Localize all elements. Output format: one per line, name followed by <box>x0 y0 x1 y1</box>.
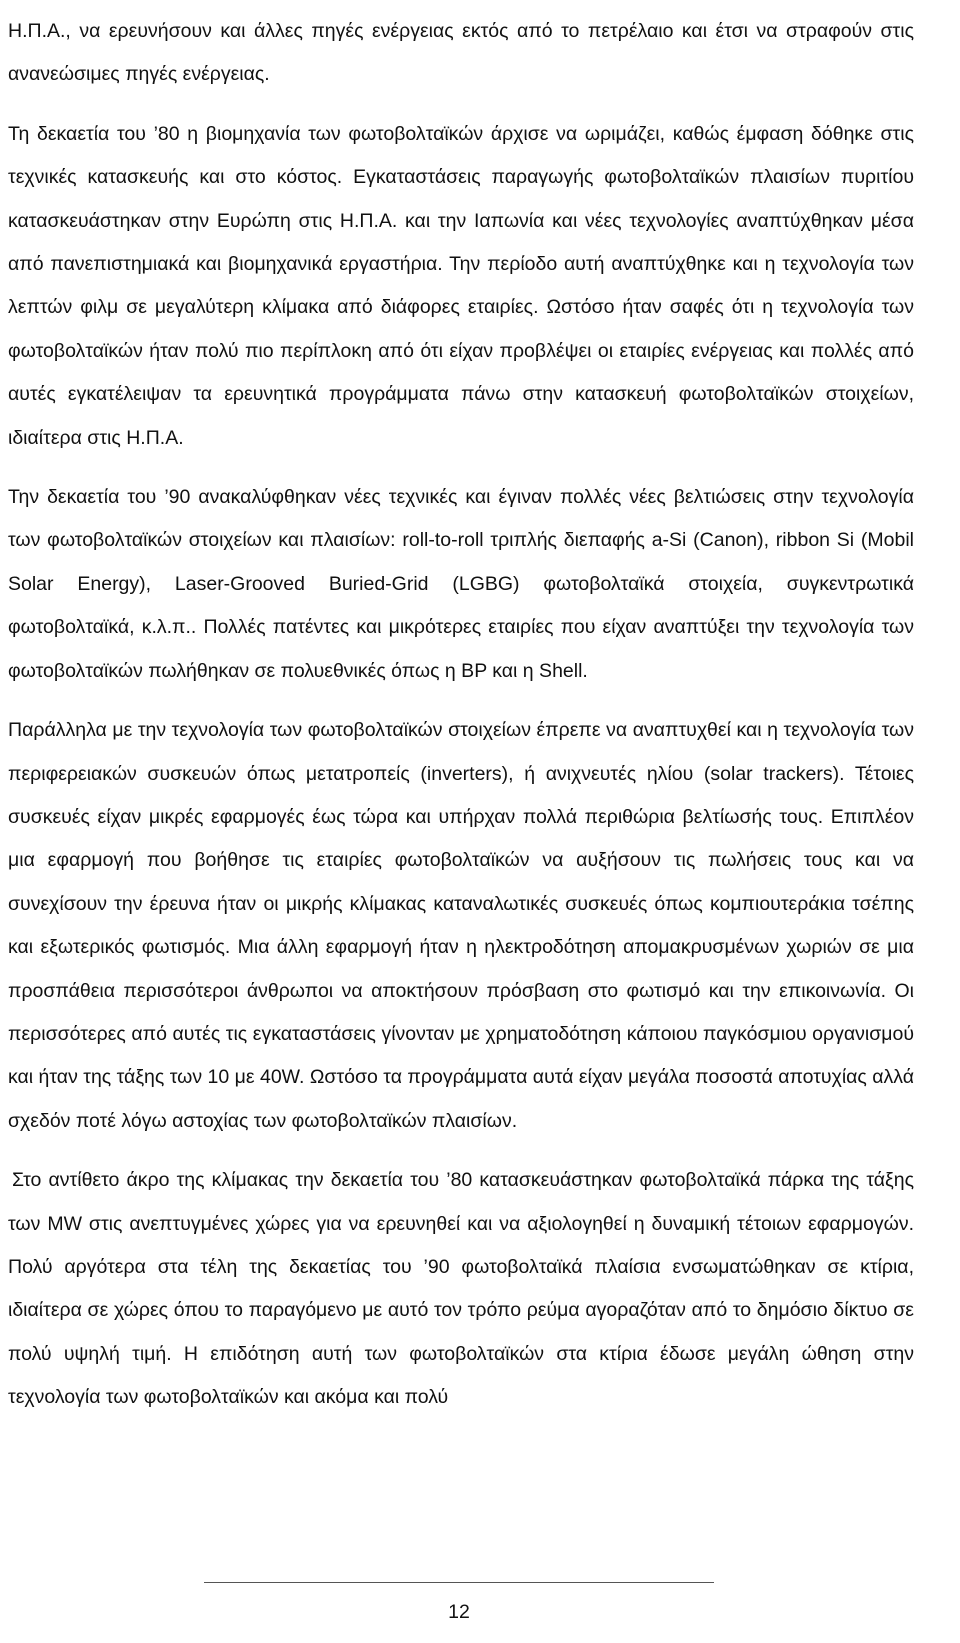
paragraph-5: Στο αντίθετο άκρο της κλίμακας την δεκαετία του ’80 κατασκευάστηκαν φωτοβολταϊκά πάρκα της τάξης των MW στις ανεπτυγμένες χώρες για να ερευνηθεί και να αξιολογηθεί η δυναμική τέτοιων εφαρμογών. Πολύ αργότερα στα τέλη της δεκαετίας του ’90 φωτοβολταϊκά πλαίσια ενσωματώθηκαν σε κτίρια, ιδιαίτερα σε χώρες όπου το παραγόμενο με αυτό τον τρόπο ρεύμα αγοραζόταν από το δημόσιο δίκτυο σε πολύ υψηλή τιμή. Η επιδότηση αυτή των φωτοβολταϊκών στα κτίρια έδωσε μεγάλη ώθηση στην τεχνολογία των φωτοβολταϊκών και ακόμα και πολύ <box>8 1169 914 1409</box>
paragraph-2: Τη δεκαετία του ’80 η βιομηχανία των φωτοβολταϊκών άρχισε να ωριμάζει, καθώς έμφαση δόθηκε στις τεχνικές κατασκευής και στο κόστος. Εγκαταστάσεις παραγωγής φωτοβολταϊκών πλαισίων πυριτίου κατασκευάστηκαν στην Ευρώπη στις Η.Π.Α. και την Ιαπωνία και νέες τεχνολογίες αναπτύχθηκαν μέσα από πανεπιστημιακά και βιομηχανικά εργαστήρια. Την περίοδο αυτή αναπτύχθηκε και η τεχνολογία των λεπτών φιλμ σε μεγαλύτερη κλίμακα από διάφορες εταιρίες. Ωστόσο ήταν σαφές ότι η τεχνολογία των φωτοβολταϊκών ήταν πολύ πιο περίπλοκη από ότι είχαν προβλέψει οι εταιρίες ενέργειας και πολλές από αυτές εγκατέλειψαν τα ερευνητικά προγράμματα πάνω στην κατασκευή φωτοβολταϊκών στοιχείων, ιδιαίτερα στις Η.Π.Α. <box>8 122 914 449</box>
page-number: 12 <box>448 1601 470 1623</box>
paragraph-4: Παράλληλα με την τεχνολογία των φωτοβολταϊκών στοιχείων έπρεπε να αναπτυχθεί και η τεχνολογία των περιφερειακών συσκευών όπως μετατροπείς (inverters), ή ανιχνευτές ηλίου (solar trackers). Τέτοιες συσκευές είχαν μικρές εφαρμογές έως τώρα και υπήρχαν πολλά περιθώρια βελτίωσής τους. Επιπλέον μια εφαρμογή που βοήθησε τις εταιρίες φωτοβολταϊκών να αυξήσουν τις πωλήσεις τους και να συνεχίσουν την έρευνα ήταν οι μικρής κλίμακας καταναλωτικές συσκευές όπως κομπιουτεράκια τσέπης και εξωτερικός φωτισμός. Μια άλλη εφαρμογή ήταν η ηλεκτροδότηση απομακρυσμένων χωριών σε μια προσπάθεια περισσότεροι άνθρωποι να αποκτήσουν πρόσβαση στο φωτισμό και την επικοινωνία. Οι περισσότερες από αυτές τις εγκαταστάσεις γίνονταν με χρηματοδότηση κάποιου παγκόσμιου οργανισμού και ήταν της τάξης των 10 με 40W. Ωστόσο τα προγράμματα αυτά είχαν μεγάλα ποσοστά αποτυχίας αλλά σχεδόν ποτέ λόγω αστοχίας των φωτοβολταϊκών πλαισίων. <box>8 719 914 1132</box>
body-text <box>8 10 914 1420</box>
paragraph-3: Την δεκαετία του ’90 ανακαλύφθηκαν νέες τεχνικές και έγιναν πολλές νέες βελτιώσεις στην τεχνολογία των φωτοβολταϊκών στοιχείων και πλαισίων: roll-to-roll τριπλής διεπαφής a-Si (Canon), ribbon Si (Mobil Solar Energy), Laser-Grooved Buried-Grid (LGBG) φωτοβολταϊκά στοιχεία, συγκεντρωτικά φωτοβολταϊκά, κ.λ.π.. Πολλές πατέντες και μικρότερες εταιρίες που είχαν αναπτύξει την τεχνολογία των φωτοβολταϊκών πωλήθηκαν σε πολυεθνικές όπως η BP και η Shell. <box>8 486 914 682</box>
footer-divider <box>204 1582 714 1583</box>
paragraph-1: Η.Π.Α., να ερευνήσουν και άλλες πηγές ενέργειας εκτός από το πετρέλαιο και έτσι να στραφούν στις ανανεώσιμες πηγές ενέργειας. <box>8 20 914 86</box>
